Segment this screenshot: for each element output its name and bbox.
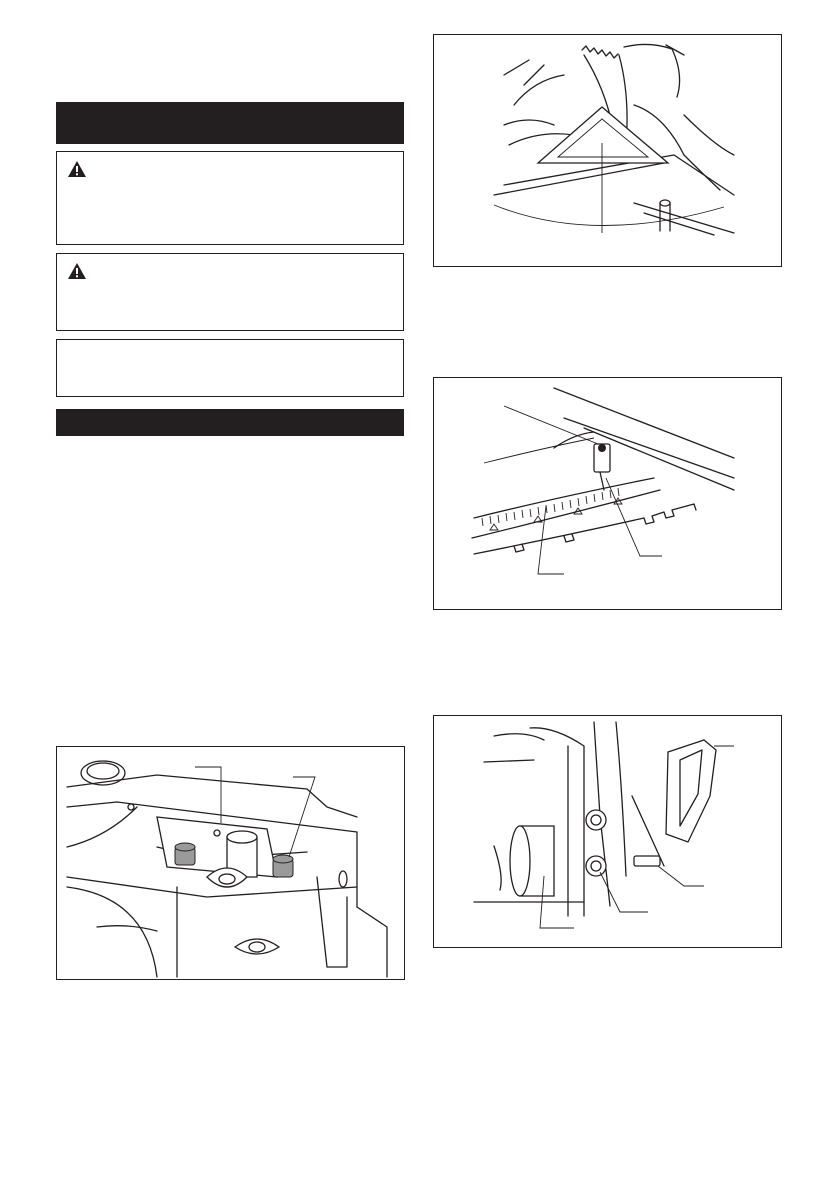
figure-1-illustration xyxy=(434,35,780,265)
subsection-heading-bar xyxy=(56,409,404,436)
caution-box xyxy=(56,253,404,331)
warning-triangle-icon xyxy=(67,262,87,280)
figure-3-illustration xyxy=(434,716,780,946)
turn-base-adjusting-screws-figure xyxy=(56,746,405,980)
tool-head-bevel-side-figure xyxy=(433,715,782,948)
warning-triangle-icon xyxy=(67,160,87,178)
warning-box xyxy=(56,151,404,245)
figure-4-illustration xyxy=(57,747,403,978)
miter-scale-pointer-figure xyxy=(433,377,782,610)
notice-box xyxy=(56,339,404,397)
section-heading-bar xyxy=(56,102,404,144)
set-square-against-blade-figure xyxy=(433,34,782,267)
figure-2-illustration xyxy=(434,378,780,608)
